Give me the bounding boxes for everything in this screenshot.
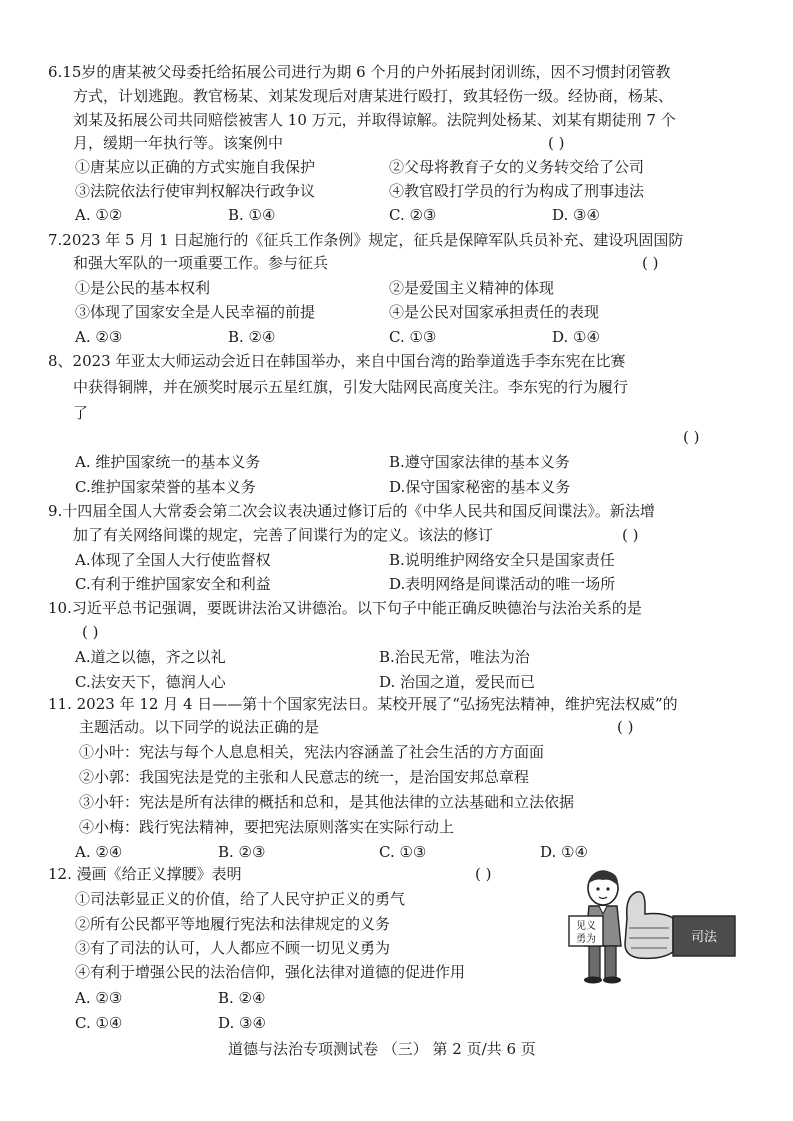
q11-answer-bracket[interactable]: ( ): [617, 718, 634, 736]
page-footer: 道德与法治专项测试卷 （三） 第 2 页/共 6 页: [228, 1040, 536, 1058]
q6-statement-4: ④教官殴打学员的行为构成了刑事违法: [389, 182, 645, 200]
sign-text-line-1: 见义: [576, 921, 596, 932]
q10-stem-line-1: 10.习近平总书记强调，要既讲法治又讲德治。以下句子中能正确反映德治与法治关系的是: [48, 599, 642, 617]
q6-option-c[interactable]: C. ②③: [389, 206, 437, 224]
q10-option-c[interactable]: C.法安天下，德润人心: [75, 673, 226, 691]
q8-stem-line-2: 中获得铜牌，并在颁奖时展示五星红旗，引发大陆网民高度关注。李东宪的行为履行: [73, 378, 629, 396]
q10-answer-bracket[interactable]: ( ): [82, 623, 99, 641]
q11-stem-line-1: 11. 2023 年 12 月 4 日——第十个国家宪法日。某校开展了“弘扬宪法精神，维护宪法权威”的: [48, 695, 678, 713]
q6-stem-line-4: 月，缓期一年执行等。该案例中: [73, 134, 284, 152]
q10-option-a[interactable]: A.道之以德，齐之以礼: [75, 648, 226, 666]
q7-statement-2: ②是爱国主义精神的体现: [389, 279, 555, 297]
q9-option-b[interactable]: B.说明维护网络安全只是国家责任: [389, 551, 615, 569]
q9-stem-line-2: 加了有关网络间谍的规定，完善了间谍行为的定义。该法的修订: [73, 526, 494, 544]
q6-option-a[interactable]: A. ①②: [75, 206, 123, 224]
q12-answer-bracket[interactable]: ( ): [475, 865, 492, 883]
q12-statement-4: ④有利于增强公民的法治信仰，强化法律对道德的促进作用: [75, 963, 466, 981]
q8-option-c[interactable]: C.维护国家荣誉的基本义务: [75, 478, 256, 496]
q7-option-a[interactable]: A. ②③: [75, 328, 123, 346]
q6-stem-line-2: 方式，计划逃跑。教官杨某、刘某发现后对唐某进行殴打，致其轻伤一级。经协商，杨某、: [73, 87, 674, 105]
q10-option-b[interactable]: B.治民无常，唯法为治: [379, 648, 530, 666]
q6-option-d[interactable]: D. ③④: [552, 206, 600, 224]
q11-statement-4: ④小梅：践行宪法精神，要把宪法原则落实在实际行动上: [79, 818, 455, 836]
q8-answer-bracket[interactable]: ( ): [683, 428, 700, 446]
q12-statement-2: ②所有公民都平等地履行宪法和法律规定的义务: [75, 915, 391, 933]
q7-statement-1: ①是公民的基本权利: [75, 279, 211, 297]
q12-option-a[interactable]: A. ②③: [75, 989, 123, 1007]
q11-statement-3: ③小轩：宪法是所有法律的概括和总和，是其他法律的立法基础和立法依据: [79, 793, 575, 811]
q6-stem-line-1: 6.15岁的唐某被父母委托给拓展公司进行为期 6 个月的户外拓展封闭训练，因不习惯封闭管教: [48, 63, 671, 81]
q9-stem-line-1: 9.十四届全国人大常委会第二次会议表决通过修订后的《中华人民共和国反间谍法》。新法增: [48, 502, 655, 520]
q9-option-c[interactable]: C.有利于维护国家安全和利益: [75, 575, 271, 593]
q8-option-d[interactable]: D.保守国家秘密的基本义务: [389, 478, 571, 496]
sign-board: [569, 916, 603, 946]
thumbs-up-hand: [625, 892, 673, 959]
q10-option-d[interactable]: D. 治国之道，爱民而已: [379, 673, 536, 691]
q7-stem-line-1: 7.2023 年 5 月 1 日起施行的《征兵工作条例》规定，征兵是保障军队兵员补充、建设巩固国防: [48, 231, 684, 249]
q6-option-b[interactable]: B. ①④: [228, 206, 276, 224]
justice-cartoon: [565, 866, 740, 986]
q7-answer-bracket[interactable]: ( ): [642, 254, 659, 272]
q6-answer-bracket[interactable]: ( ): [548, 134, 565, 152]
q9-option-a[interactable]: A.体现了全国人大行使监督权: [75, 551, 271, 569]
q7-option-d[interactable]: D. ①④: [552, 328, 600, 346]
q12-statement-3: ③有了司法的认可，人人都应不顾一切见义勇为: [75, 939, 391, 957]
q7-option-b[interactable]: B. ②④: [228, 328, 276, 346]
q7-statement-4: ④是公民对国家承担责任的表现: [389, 303, 600, 321]
q12-statement-1: ①司法彰显正义的价值，给了人民守护正义的勇气: [75, 890, 406, 908]
q11-statement-2: ②小郭：我国宪法是党的主张和人民意志的统一，是治国安邦总章程: [79, 768, 530, 786]
q12-option-b[interactable]: B. ②④: [218, 989, 266, 1007]
q11-option-c[interactable]: C. ①③: [379, 843, 427, 861]
q11-stem-line-2: 主题活动。以下同学的说法正确的是: [79, 718, 320, 736]
q6-stem-line-3: 刘某及拓展公司共同赔偿被害人 10 万元，并取得谅解。法院判处杨某、刘某有期徒刑 7 个: [73, 111, 676, 129]
q9-option-d[interactable]: D.表明网络是间谍活动的唯一场所: [389, 575, 616, 593]
q9-answer-bracket[interactable]: ( ): [622, 526, 639, 544]
q6-statement-1: ①唐某应以正确的方式实施自我保护: [75, 158, 316, 176]
q8-stem-line-1: 8、2023 年亚太大师运动会近日在韩国举办，来自中国台湾的跆拳道选手李东宪在比赛: [48, 352, 626, 370]
q6-statement-2: ②父母将教育子女的义务转交给了公司: [389, 158, 645, 176]
q7-stem-line-2: 和强大军队的一项重要工作。参与征兵: [73, 254, 329, 272]
q7-statement-3: ③体现了国家安全是人民幸福的前提: [75, 303, 316, 321]
sleeve-label: 司法: [690, 930, 718, 945]
q11-option-b[interactable]: B. ②③: [218, 843, 266, 861]
q12-option-d[interactable]: D. ③④: [218, 1014, 266, 1032]
q11-option-a[interactable]: A. ②④: [75, 843, 123, 861]
q6-statement-3: ③法院依法行使审判权解决行政争议: [75, 182, 316, 200]
q11-statement-1: ①小叶：宪法与每个人息息相关，宪法内容涵盖了社会生活的方方面面: [79, 743, 545, 761]
q8-option-b[interactable]: B.遵守国家法律的基本义务: [389, 453, 570, 471]
q7-option-c[interactable]: C. ①③: [389, 328, 437, 346]
q8-stem-line-3: 了: [73, 404, 89, 422]
q12-stem-line-1: 12. 漫画《给正义撑腰》表明: [48, 865, 242, 883]
justice-sleeve: [673, 916, 735, 956]
sign-text-line-2: 勇为: [576, 934, 596, 945]
q11-option-d[interactable]: D. ①④: [540, 843, 588, 861]
q8-option-a[interactable]: A. 维护国家统一的基本义务: [75, 453, 261, 471]
q12-option-c[interactable]: C. ①④: [75, 1014, 123, 1032]
